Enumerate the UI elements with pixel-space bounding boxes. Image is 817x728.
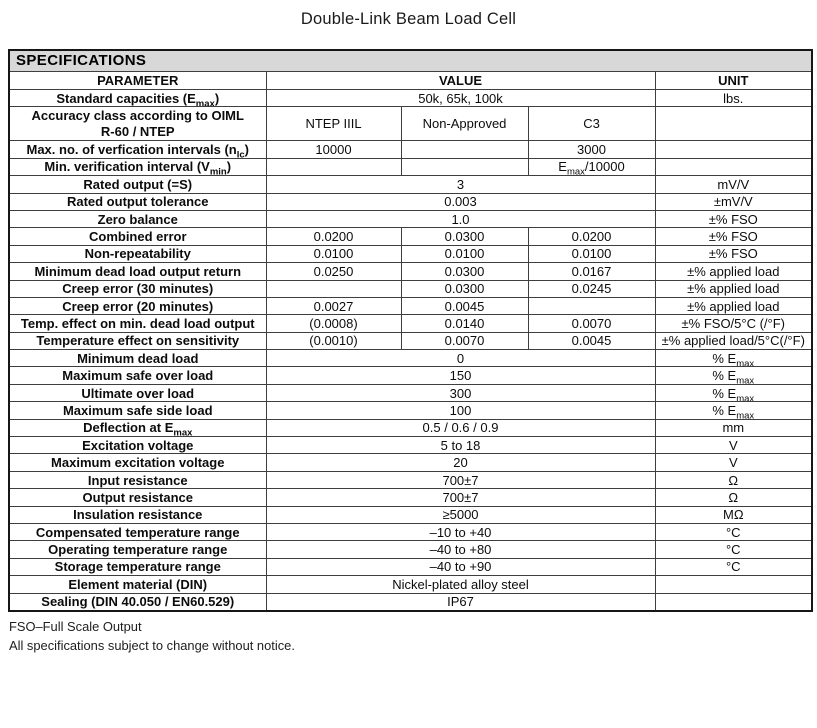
value-cell [266, 158, 401, 175]
value-cell: 10000 [266, 141, 401, 158]
unit-cell: ±% FSO [655, 245, 812, 262]
parameter-cell: Input resistance [9, 471, 266, 488]
value-cell: 0.003 [266, 193, 655, 210]
value-cell: 0.0027 [266, 297, 401, 314]
table-row [9, 541, 812, 558]
value-cell: IP67 [266, 593, 655, 611]
parameter-cell: Sealing (DIN 40.050 / EN60.529) [9, 593, 266, 611]
unit-cell: ±% FSO [655, 210, 812, 227]
table-row [9, 158, 812, 175]
unit-cell: °C [655, 558, 812, 575]
value-cell: ≥5000 [266, 506, 655, 523]
unit-cell: Ω [655, 489, 812, 506]
table-row [9, 280, 812, 297]
table-row [9, 367, 812, 384]
parameter-cell: Creep error (30 minutes) [9, 280, 266, 297]
table-row [9, 350, 812, 367]
value-cell: Non-Approved [401, 107, 528, 141]
parameter-cell: Creep error (20 minutes) [9, 297, 266, 314]
value-cell: Nickel-plated alloy steel [266, 576, 655, 593]
section-header-row [9, 50, 812, 72]
value-cell: 50k, 65k, 100k [266, 90, 655, 107]
footer-notes [9, 617, 817, 655]
value-cell: NTEP IIIL [266, 107, 401, 141]
parameter-cell: Standard capacities $(E_{max})$ [9, 90, 266, 107]
table-row [9, 437, 812, 454]
value-cell: –40 to +80 [266, 541, 655, 558]
table-row [9, 506, 812, 523]
value-cell: 700±7 [266, 471, 655, 488]
value-cell: (0.0008) [266, 315, 401, 332]
specifications-table [8, 49, 813, 612]
value-cell: 150 [266, 367, 655, 384]
unit-cell [655, 158, 812, 175]
unit-cell: ±% applied load [655, 263, 812, 280]
unit-cell: mm [655, 419, 812, 436]
column-header-parameter: PARAMETER [9, 72, 266, 90]
parameter-cell: Excitation voltage [9, 437, 266, 454]
value-cell [266, 280, 401, 297]
value-cell: 0.0140 [401, 315, 528, 332]
value-cell: 0.0300 [401, 228, 528, 245]
value-cell: 20 [266, 454, 655, 471]
column-header-unit: UNIT [655, 72, 812, 90]
value-cell: –40 to +90 [266, 558, 655, 575]
table-row [9, 210, 812, 227]
value-cell: 0.0300 [401, 280, 528, 297]
column-header-row [9, 72, 812, 90]
table-row [9, 576, 812, 593]
value-cell: 3 [266, 176, 655, 193]
value-cell: 0.5 / 0.6 / 0.9 [266, 419, 655, 436]
table-row [9, 384, 812, 401]
value-cell [528, 297, 655, 314]
unit-cell: ±% FSO [655, 228, 812, 245]
parameter-cell: Insulation resistance [9, 506, 266, 523]
parameter-cell: Zero balance [9, 210, 266, 227]
unit-cell: ±mV/V [655, 193, 812, 210]
unit-cell: % $E_{max}$ [655, 367, 812, 384]
unit-cell: % $E_{max}$ [655, 402, 812, 419]
parameter-cell: Non-repeatability [9, 245, 266, 262]
parameter-cell: Accuracy class according to OIML R-60 / NTEP [9, 107, 266, 141]
parameter-cell: Deflection at $E_{max}$ [9, 419, 266, 436]
parameter-cell: Element material (DIN) [9, 576, 266, 593]
unit-cell: ±% applied load [655, 280, 812, 297]
unit-cell [655, 576, 812, 593]
value-cell: 0.0100 [528, 245, 655, 262]
unit-cell: mV/V [655, 176, 812, 193]
table-row [9, 176, 812, 193]
table-row [9, 228, 812, 245]
table-row [9, 263, 812, 280]
parameter-cell: Ultimate over load [9, 384, 266, 401]
table-row [9, 402, 812, 419]
page-title: Double-Link Beam Load Cell [300, 10, 517, 28]
value-cell: (0.0010) [266, 332, 401, 349]
parameter-cell: Min. verification interval $(V_{min})$ [9, 158, 266, 175]
parameter-cell: Maximum safe side load [9, 402, 266, 419]
parameter-cell: Maximum safe over load [9, 367, 266, 384]
unit-cell: V [655, 437, 812, 454]
value-cell: 0.0250 [266, 263, 401, 280]
value-cell: 0.0045 [528, 332, 655, 349]
table-row [9, 454, 812, 471]
unit-cell: °C [655, 523, 812, 540]
unit-cell: Ω [655, 471, 812, 488]
unit-cell: % $E_{max}$ [655, 350, 812, 367]
unit-cell: ±% applied load [655, 297, 812, 314]
parameter-cell: Temp. effect on min. dead load output [9, 315, 266, 332]
table-row [9, 471, 812, 488]
table-row [9, 523, 812, 540]
unit-cell [655, 107, 812, 141]
table-row [9, 332, 812, 349]
table-row [9, 141, 812, 158]
unit-cell: MΩ [655, 506, 812, 523]
parameter-cell: Compensated temperature range [9, 523, 266, 540]
footnote-fso: FSO–Full Scale Output [9, 618, 142, 634]
value-cell: 300 [266, 384, 655, 401]
value-cell: C3 [528, 107, 655, 141]
value-cell: 100 [266, 402, 655, 419]
unit-cell [655, 141, 812, 158]
value-cell: $E_{max}/10000$ [528, 158, 655, 175]
value-cell [401, 158, 528, 175]
table-row [9, 315, 812, 332]
value-cell: 0.0070 [528, 315, 655, 332]
table-row [9, 419, 812, 436]
value-cell: 0.0200 [266, 228, 401, 245]
parameter-cell: Maximum excitation voltage [9, 454, 266, 471]
table-row [9, 297, 812, 314]
value-cell: 700±7 [266, 489, 655, 506]
value-cell: 0.0100 [266, 245, 401, 262]
unit-cell [655, 593, 812, 611]
table-row [9, 245, 812, 262]
unit-cell: V [655, 454, 812, 471]
table-row [9, 489, 812, 506]
parameter-cell: Max. no. of verfication intervals $(n_{lc})$ [9, 141, 266, 158]
value-cell: 0.0200 [528, 228, 655, 245]
unit-cell: ±% FSO/5°C (/°F) [655, 315, 812, 332]
parameter-cell: Combined error [9, 228, 266, 245]
parameter-cell: Storage temperature range [9, 558, 266, 575]
parameter-cell: Rated output (=S) [9, 176, 266, 193]
parameter-cell: Output resistance [9, 489, 266, 506]
unit-cell: lbs. [655, 90, 812, 107]
parameter-cell: Temperature effect on sensitivity [9, 332, 266, 349]
column-header-value: VALUE [266, 72, 655, 90]
spec-table-body [9, 90, 812, 611]
table-row [9, 107, 812, 141]
value-cell: 0.0100 [401, 245, 528, 262]
table-row [9, 193, 812, 210]
parameter-cell: Rated output tolerance [9, 193, 266, 210]
value-cell: 1.0 [266, 210, 655, 227]
value-cell: 0.0070 [401, 332, 528, 349]
value-cell: –10 to +40 [266, 523, 655, 540]
value-cell: 0.0300 [401, 263, 528, 280]
value-cell [401, 141, 528, 158]
value-cell: 0 [266, 350, 655, 367]
value-cell: 0.0245 [528, 280, 655, 297]
table-row [9, 558, 812, 575]
unit-cell: % $E_{max}$ [655, 384, 812, 401]
parameter-cell: Minimum dead load [9, 350, 266, 367]
table-row [9, 593, 812, 611]
unit-cell: °C [655, 541, 812, 558]
parameter-cell: Minimum dead load output return [9, 263, 266, 280]
value-cell: 0.0167 [528, 263, 655, 280]
table-row [9, 90, 812, 107]
parameter-cell: Operating temperature range [9, 541, 266, 558]
section-header-specifications: SPECIFICATIONS [9, 50, 812, 72]
value-cell: 0.0045 [401, 297, 528, 314]
value-cell: 3000 [528, 141, 655, 158]
datasheet-page [0, 10, 817, 655]
footnote-disclaimer: All specifications subject to change without notice. [9, 637, 295, 653]
value-cell: 5 to 18 [266, 437, 655, 454]
unit-cell: ±% applied load/5°C(/°F) [655, 332, 812, 349]
